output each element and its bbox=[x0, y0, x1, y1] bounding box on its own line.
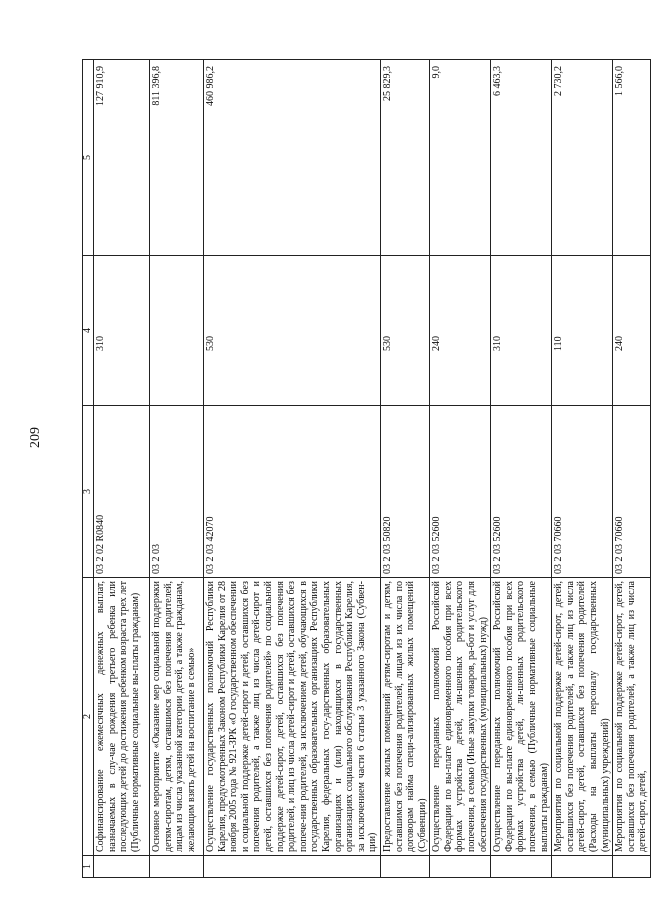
row-vr: 310 bbox=[94, 256, 150, 406]
row-sum: 460 986,2 bbox=[204, 60, 381, 256]
column-header: 1 bbox=[83, 856, 94, 878]
row-code: 03 2 03 52600 bbox=[491, 406, 552, 578]
row-code: 03 2 03 70660 bbox=[613, 406, 651, 578]
row-name: Мероприятия по социальной поддержке детей-сирот, детей, оставшихся без попечения родителей, а также лиц из числа детей-сирот, детей, оставшихся без попечения родителей (Расходы на выплаты персоналу государственных (муниципальных) учреждений) bbox=[552, 578, 613, 856]
row-vr bbox=[150, 256, 204, 406]
row-name: Предоставление жилых помещений детям-сиротам и детям, оставшимся без попечения родителей, лицам из их числа по договорам найма специ-ализированных жилых помещений (Субвенции) bbox=[380, 578, 429, 856]
empty-cell bbox=[380, 856, 429, 878]
row-sum: 2 730,2 bbox=[552, 60, 613, 256]
empty-cell bbox=[613, 856, 651, 878]
column-header: 5 bbox=[83, 60, 94, 256]
row-sum: 1 566,0 bbox=[613, 60, 651, 256]
table-row bbox=[380, 60, 429, 878]
row-name: Осуществление государственных полномочий Республики Карелия, предусмотренных Законом Республики Карелия от 28 ноября 2005 года № 921-ЗРК «О государственном обеспечении и социальной поддержке детей-сирот и детей, оставшихся без попечения родителей, а также лиц из числа детей-сирот и детей, оставшихся без попечения родителей» по социальной поддержке детей-сирот, детей, оставшихся без попечения родителей, и лиц из числа детей-сирот и детей, оставшихся без попече-ния родителей, за исключением детей, обучающихся в государственных образовательных организациях Республики Карелия, федеральных госу-дарственных образовательных организациях и (или) находящихся в государственных организациях социального обслуживания Республики Карелия, за исключением части 6 статьи 3 указанного Закона (Субвен-ции) bbox=[204, 578, 381, 856]
empty-cell bbox=[204, 856, 381, 878]
row-sum: 25 829,3 bbox=[380, 60, 429, 256]
column-header: 2 bbox=[83, 578, 94, 856]
row-vr: 240 bbox=[430, 256, 491, 406]
row-sum: 6 463,3 bbox=[491, 60, 552, 256]
empty-cell bbox=[491, 856, 552, 878]
header-row bbox=[83, 60, 94, 878]
row-code: 03 2 03 bbox=[150, 406, 204, 578]
row-vr: 530 bbox=[204, 256, 381, 406]
row-code: 03 2 03 42070 bbox=[204, 406, 381, 578]
row-sum: 9,0 bbox=[430, 60, 491, 256]
row-vr: 110 bbox=[552, 256, 613, 406]
table-row bbox=[204, 60, 381, 878]
table-row bbox=[430, 60, 491, 878]
row-sum: 127 910,9 bbox=[94, 60, 150, 256]
row-name: Основное мероприятие «Оказание мер социальной поддержки детям-сиротам, детям, оставшимся без попечения родителей, лицам из числа указанной категории детей, а также гражданам, желающим взять детей на воспитание в семью» bbox=[150, 578, 204, 856]
row-name: Осуществление переданных полномочий Российской Федерации по вы-плате единовременного пособия при всех формах устройства детей, ли-шенных родительского попечения, в семью (Иные закупки товаров, ра-бот и услуг для обеспечения государственных (муниципальных) нужд) bbox=[430, 578, 491, 856]
row-name: Мероприятия по социальной поддержке детей-сирот, детей, оставшихся без попечения родителей, а также лиц из числа детей-сирот, детей, bbox=[613, 578, 651, 856]
table-row bbox=[150, 60, 204, 878]
table-row bbox=[94, 60, 150, 878]
empty-cell bbox=[150, 856, 204, 878]
row-vr: 240 bbox=[613, 256, 651, 406]
budget-table bbox=[82, 59, 651, 878]
empty-cell bbox=[430, 856, 491, 878]
table-row bbox=[552, 60, 613, 878]
row-vr: 310 bbox=[491, 256, 552, 406]
column-header: 3 bbox=[83, 406, 94, 578]
table-row bbox=[491, 60, 552, 878]
empty-cell bbox=[94, 856, 150, 878]
row-vr: 530 bbox=[380, 256, 429, 406]
empty-cell bbox=[552, 856, 613, 878]
rotated-page bbox=[82, 60, 649, 878]
row-name: Осуществление переданных полномочий Российской Федерации по вы-плате единовременного пособия при всех формах устройства детей, ли-шенных родительского попечения, в семью (Публичные нормативные социальные выплаты гражданам) bbox=[491, 578, 552, 856]
column-header: 4 bbox=[83, 256, 94, 406]
row-code: 03 2 02 R0840 bbox=[94, 406, 150, 578]
row-name: Софинансирование ежемесячных денежных выплат, назначаемых в слу-чае рождения третьего ребенка или последующих детей до достижения ребенком возраста трех лет (Публичные нормативные социальные вы-платы гражданам) bbox=[94, 578, 150, 856]
row-code: 03 2 03 50820 bbox=[380, 406, 429, 578]
row-sum: 811 396,8 bbox=[150, 60, 204, 256]
table-row bbox=[613, 60, 651, 878]
row-code: 03 2 03 52600 bbox=[430, 406, 491, 578]
page-number: 209 bbox=[28, 427, 43, 448]
row-code: 03 2 03 70660 bbox=[552, 406, 613, 578]
